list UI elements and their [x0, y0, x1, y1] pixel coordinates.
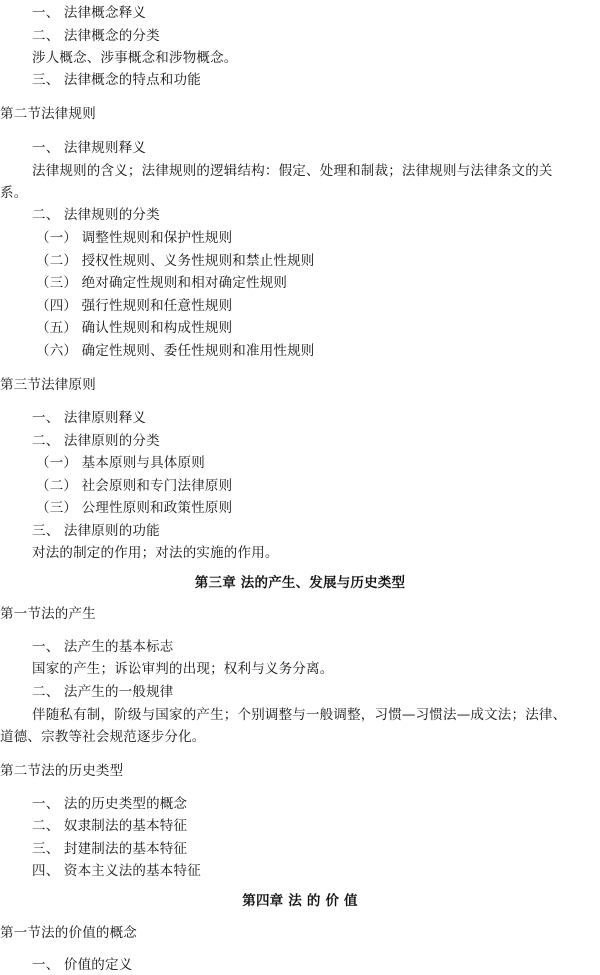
subsection-item: （五） 确认性规则和构成性规则: [36, 320, 233, 336]
paragraph: 涉人概念、涉事概念和涉物概念。: [32, 50, 238, 66]
subsection-item: （四） 强行性规则和任意性规则: [36, 298, 233, 314]
paragraph-continued: 道德、宗教等社会规范逐步分化。: [0, 729, 206, 745]
chapter-heading: 第四章 法 的 价 值: [242, 893, 358, 909]
section-item: 一、 法产生的基本标志: [32, 639, 174, 655]
section-item: 一、 法律规则释义: [32, 140, 147, 156]
section-item: 二、 法律规则的分类: [32, 207, 160, 223]
section-item: 三、 法律原则的功能: [32, 523, 160, 539]
section-item: 二、 奴隶制法的基本特征: [32, 818, 188, 834]
paragraph: 对法的制定的作用；对法的实施的作用。: [32, 545, 279, 561]
section-heading: 第三节法律原则: [0, 377, 96, 393]
section-item: 一、 法律原则释义: [32, 410, 147, 426]
section-item: 一、 价值的定义: [32, 957, 133, 973]
section-heading: 第二节法律规则: [0, 106, 96, 122]
subsection-item: （六） 确定性规则、委任性规则和准用性规则: [36, 343, 315, 359]
section-heading: 第二节法的历史类型: [0, 763, 124, 779]
paragraph: 国家的产生；诉讼审判的出现；权利与义务分离。: [32, 661, 334, 677]
paragraph: 伴随私有制，阶级与国家的产生；个别调整与一般调整，习惯—习惯法—成文法；法律、: [32, 707, 567, 723]
subsection-item: （一） 调整性规则和保护性规则: [36, 230, 233, 246]
paragraph-continued: 系。: [0, 185, 28, 201]
section-item: 二、 法产生的一般规律: [32, 684, 174, 700]
section-item: 二、 法律原则的分类: [32, 433, 160, 449]
section-heading: 第一节法的价值的概念: [0, 925, 137, 941]
section-item: 三、 法律概念的特点和功能: [32, 72, 201, 88]
subsection-item: （三） 公理性原则和政策性原则: [36, 500, 233, 516]
section-item: 一、 法律概念释义: [32, 5, 147, 21]
paragraph: 法律规则的含义；法律规则的逻辑结构：假定、处理和制裁；法律规则与法律条文的关: [32, 163, 553, 179]
subsection-item: （二） 授权性规则、义务性规则和禁止性规则: [36, 253, 315, 269]
chapter-heading: 第三章 法的产生、发展与历史类型: [194, 575, 406, 591]
subsection-item: （一） 基本原则与具体原则: [36, 455, 205, 471]
section-item: 四、 资本主义法的基本特征: [32, 863, 201, 879]
section-item: 一、 法的历史类型的概念: [32, 796, 188, 812]
subsection-item: （三） 绝对确定性规则和相对确定性规则: [36, 275, 288, 291]
subsection-item: （二） 社会原则和专门法律原则: [36, 478, 233, 494]
section-heading: 第一节法的产生: [0, 606, 96, 622]
section-item: 二、 法律概念的分类: [32, 28, 160, 44]
section-item: 三、 封建制法的基本特征: [32, 841, 188, 857]
